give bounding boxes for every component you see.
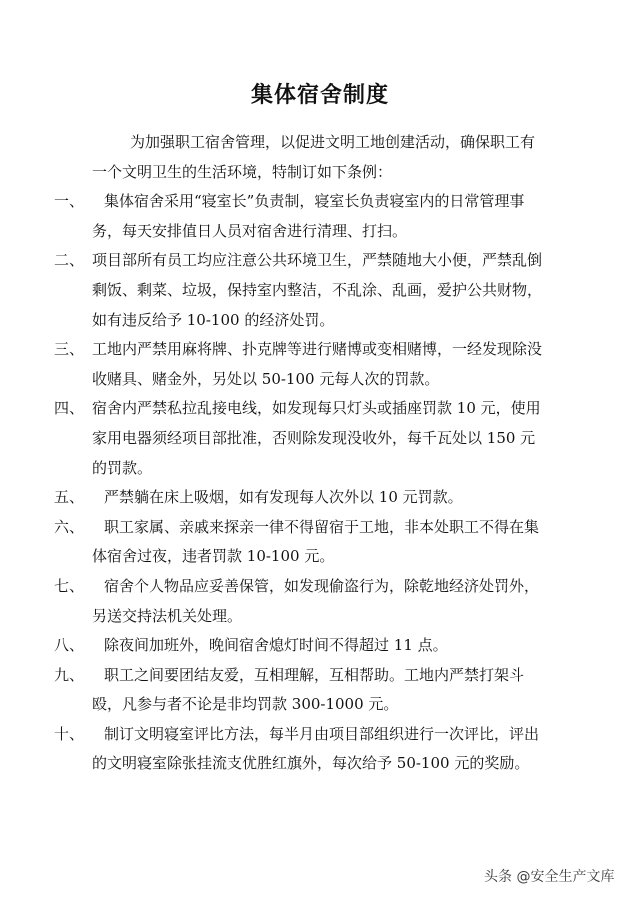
rule-text: 宿舍个人物品应妥善保管，如发现偷盗行为，除乾地经济处罚外，另送交持法机关处理。 <box>92 576 540 625</box>
rule-text: 职工家属、亲戚来探亲一律不得留宿于工地，非本处职工不得在集体宿舍过夜，违者罚款 10-100 元。 <box>92 517 540 566</box>
rule-text: 集体宿舍采用“寝室长”负责制，寝室长负责寝室内的日常管理事务，每天安排值日人员对宿舍进行清理、打扫。 <box>92 192 525 240</box>
rule-text: 项目部所有员工均应注意公共环境卫生，严禁随地大小便，严禁乱倒剩饭、剩菜、垃圾，保持室内整洁，不乱涂、乱画，爱护公共财物，如有违反给予 10-100 的经济处罚。 <box>92 251 543 329</box>
rule-number: 八、 <box>54 636 85 655</box>
watermark: 头条 @安全生产文库 <box>484 869 615 885</box>
rule-item <box>54 246 547 335</box>
rule-number: 十、 <box>54 724 85 743</box>
rule-number: 二、 <box>54 251 85 270</box>
rule-item <box>54 394 547 483</box>
rule-item <box>54 335 547 394</box>
intro-paragraph: 为加强职工宿舍管理，以促进文明工地创建活动，确保职工有一个文明卫生的生活环境，特制订如下条例： <box>92 133 536 181</box>
rule-number: 三、 <box>54 340 85 359</box>
rule-number: 六、 <box>54 517 85 536</box>
rule-text: 除夜间加班外，晚间宿舍熄灯时间不得超过 11 点。 <box>104 636 448 655</box>
rule-item <box>54 483 547 513</box>
rule-text: 严禁躺在床上吸烟，如有发现每人次外以 10 元罚款。 <box>104 488 463 507</box>
rule-number: 四、 <box>54 399 85 418</box>
rule-text: 宿舍内严禁私拉乱接电线，如发现每只灯头或插座罚款 10 元，使用家用电器须经项目部批准，否则除发现没收外，每千瓦处以 150 元的罚款。 <box>92 399 541 477</box>
rule-list <box>54 187 547 779</box>
rule-item <box>54 187 547 246</box>
rule-item <box>54 631 547 661</box>
rule-text: 工地内严禁用麻将牌、扑克牌等进行赌博或变相赌博，一经发现除没收赌具、赌金外，另处以 50-100 元每人次的罚款。 <box>92 340 543 388</box>
document-title: 集体宿舍制度 <box>250 83 389 108</box>
rule-item <box>54 572 547 631</box>
rule-item <box>54 661 547 720</box>
document-body <box>54 128 547 779</box>
rule-number: 五、 <box>54 488 85 507</box>
rule-item <box>54 720 547 779</box>
rule-text: 职工之间要团结友爱，互相理解，互相帮助。工地内严禁打架斗殴，凡参与者不论是非均罚款 300-1000 元。 <box>92 665 525 714</box>
rule-number: 九、 <box>54 665 85 684</box>
rule-text: 制订文明寝室评比方法，每半月由项目部组织进行一次评比，评出的文明寝室除张挂流支优胜红旗外，每次给予 50-100 元的奖励。 <box>92 724 540 773</box>
rule-number: 七、 <box>54 576 85 595</box>
rule-number: 一、 <box>54 192 85 211</box>
rule-item <box>54 513 547 572</box>
